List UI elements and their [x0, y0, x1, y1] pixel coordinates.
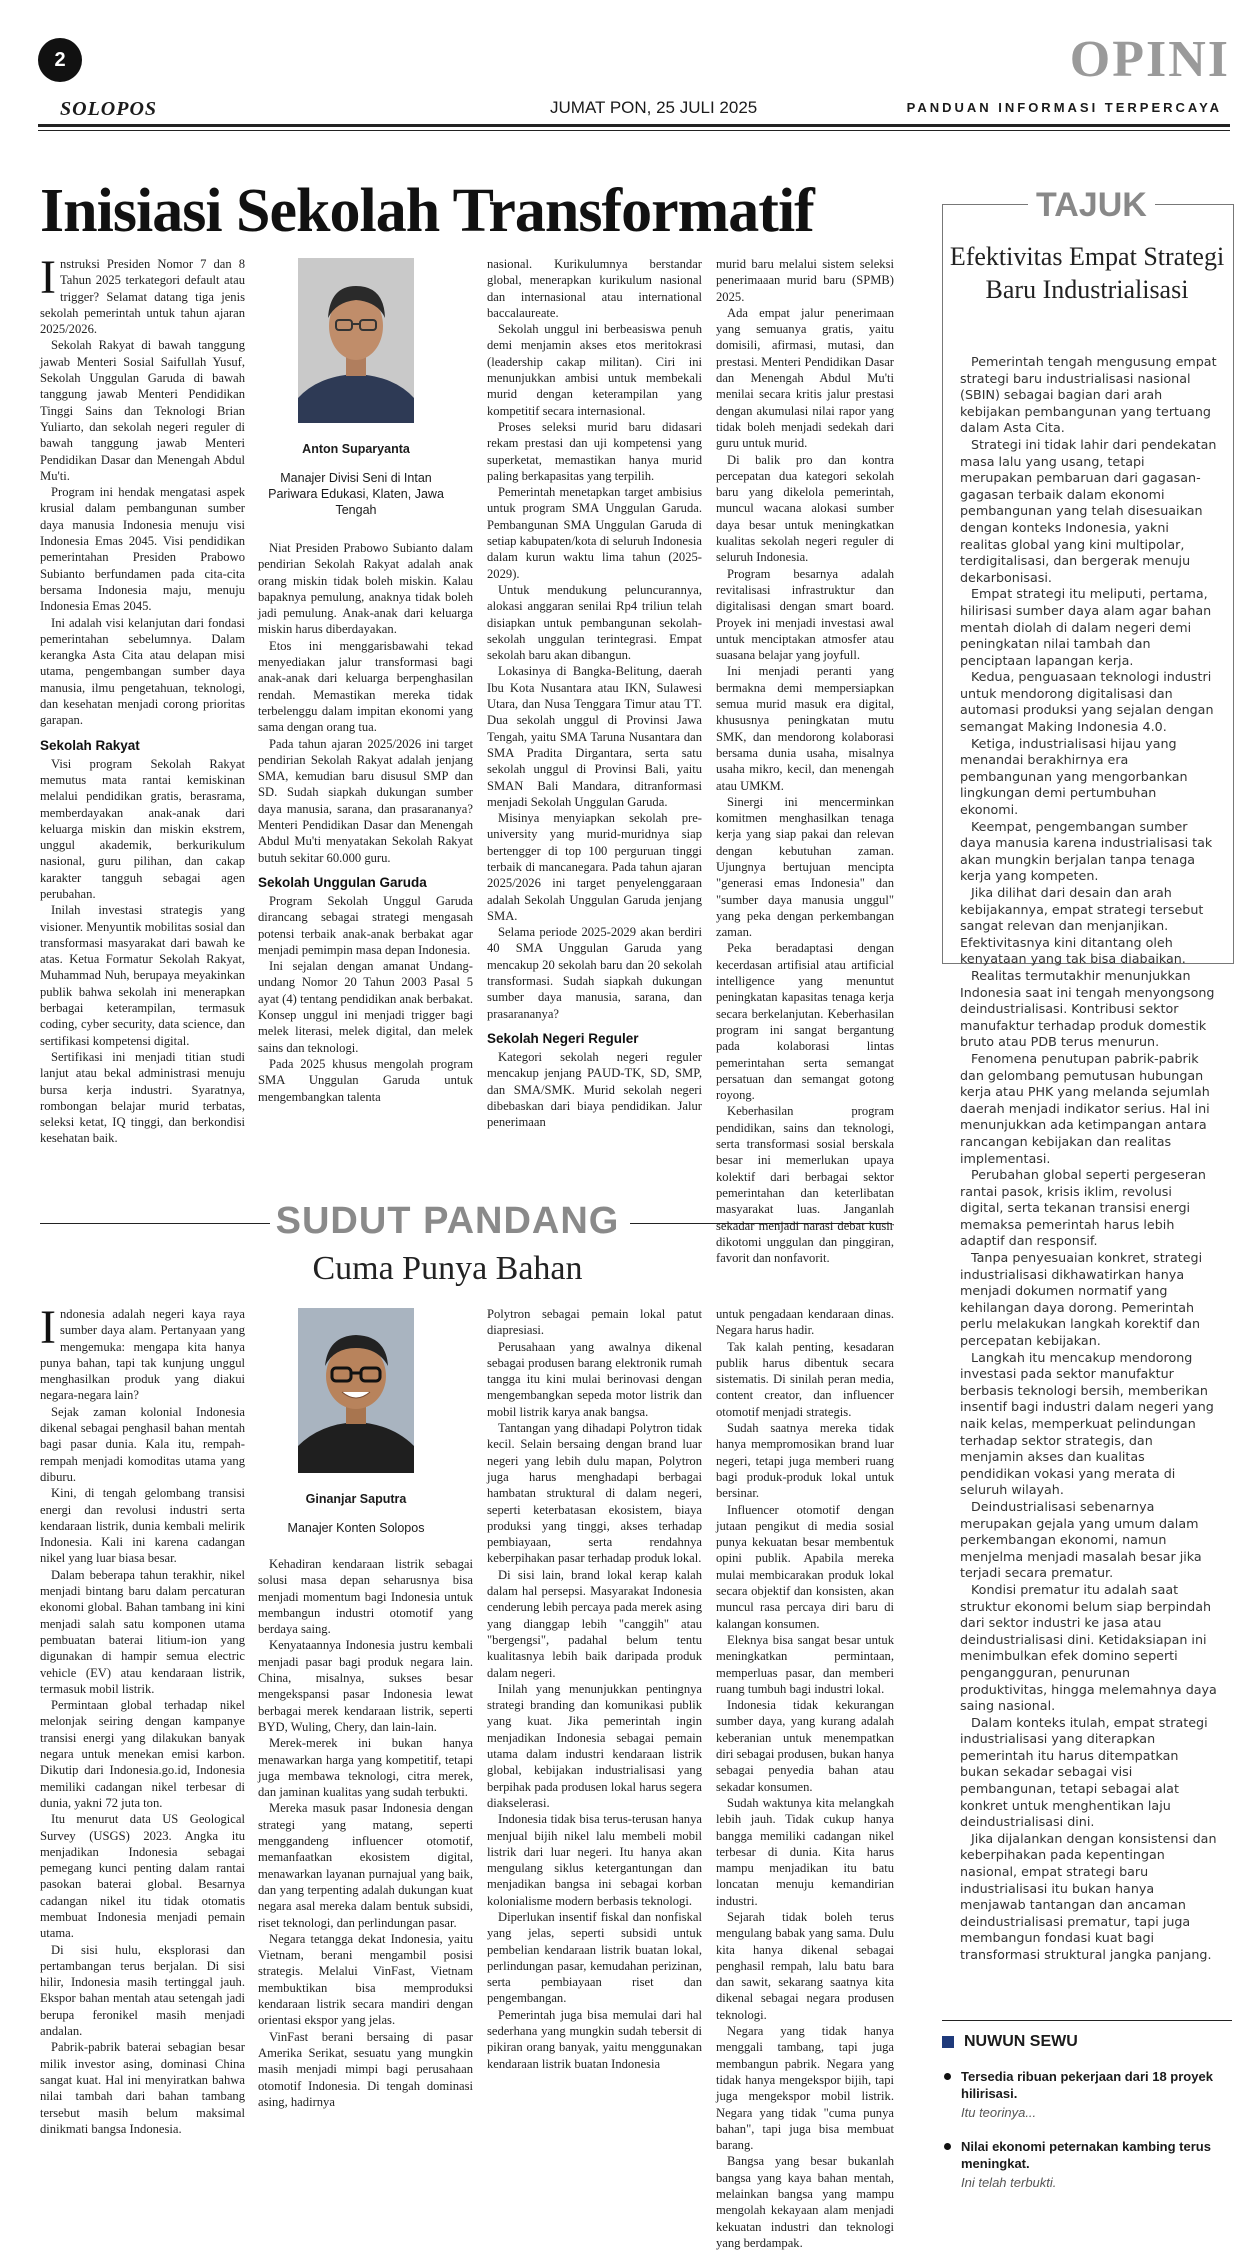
paragraph: Keberhasilan program pendidikan, sains dan teknologi, serta transformasi sosial berskala besar ini memerlukan upaya kolektif dari berbagai sektor pemerintahan dan keterlibatan masyarakat luas. Janganlah sekadar menjadi narasi debat kusir dikotomi unggulan dan pinggiran, favorit dan nonfavorit.	[716, 1104, 894, 1266]
paragraph: Permintaan global terhadap nikel melonjak seiring dengan kampanye transisi energi yang dilakukan banyak negara untuk menekan emisi karbon. Dikutip dari Indonesia.go.id, Indonesia memiliki cadangan nikel terbesar di dunia, yakni 72 juta ton.	[40, 1698, 245, 1810]
subheading: Sekolah Negeri Reguler	[487, 1030, 639, 1046]
tajuk-paragraph: Strategi ini tidak lahir dari pendekatan masa lalu yang usang, tetapi merupakan pembaruan dari gagasan-gagasan terbaik dalam ekonomi pembangunan yang telah disesuaikan dengan konteks Indonesia, yakni realitas global yang kini multipolar, terdigitalisasi, dan bergerak menuju dekarbonisasi.	[960, 436, 1217, 585]
issue-date: JUMAT PON, 25 JULI 2025	[550, 98, 758, 117]
masthead-rule	[38, 124, 1230, 127]
article-column-2	[258, 540, 473, 1105]
paragraph: Itu menurut data US Geological Survey (USGS) 2023. Angka itu menjadikan Indonesia sebagai pemegang kunci penting dalam rantai pasokan baterai global. Besarnya cadangan nikel itu tidak otomatis membuat Indonesia menjadi pemain utama.	[40, 1812, 245, 1941]
sudut-column-1	[40, 1301, 245, 2137]
paragraph: Sudah saatnya mereka tidak hanya mempromosikan brand luar negeri, tetapi juga memberi ruang bagi produk-produk lokal untuk bersinar.	[716, 1421, 894, 1501]
article-headline: Inisiasi Sekolah Transformatif	[40, 177, 814, 245]
sudut-pandang-label: SUDUT PANDANG	[275, 1200, 620, 1242]
bullet-icon	[944, 2073, 951, 2080]
sudut-pandang-title: Cuma Punya Bahan	[312, 1250, 583, 1287]
columnist-name: Ginanjar Saputra	[305, 1492, 407, 1506]
paragraph: Pada 2025 khusus mengolah program SMA Unggulan Garuda untuk mengembangkan talenta	[258, 1056, 473, 1104]
author-name: Anton Suparyanta	[302, 442, 410, 456]
columnist-role: Manajer Konten Solopos	[287, 1521, 425, 1535]
paragraph: Inilah yang menunjukkan pentingnya strategi branding dan komunikasi publik yang kuat. Jika pemerintah ingin menjadikan Indonesia sebagai pemain utama dalam industri kendaraan listrik global, kebijakan industrialisasi yang berpihak pada produsen lokal harus segera diakselerasi.	[487, 1681, 702, 1810]
paragraph: Program ini hendak mengatasi aspek krusial dalam pembangunan sumber daya manusia Indonesia menuju visi Indonesia Emas 2045. Visi pendidikan pemerintahan Presiden Prabowo Subianto berfundamen pada cita-cita bersama Indonesia maju, menuju Indonesia Emas 2045.	[40, 485, 245, 614]
nuwun-item-reply: Itu teorinya...	[961, 2105, 1037, 2120]
lead-paragraph	[40, 251, 245, 337]
tajuk-paragraph: Keempat, pengembangan sumber daya manusia karena industrialisasi tak akan mungkin berjalan tanpa tenaga kerja yang kompeten.	[960, 818, 1213, 884]
paragraph: Ada empat jalur penerimaan yang semuanya gratis, yaitu domisili, afirmasi, mutasi, dan prestasi. Menteri Pendidikan Dasar dan Menengah Abdul Mu'ti menilai secara kritis jalur prestasi dengan akumulasi nilai rapor yang tidak boleh menjadi sedekah dari guru untuk murid.	[716, 305, 894, 451]
lead-text: nstruksi Presiden Nomor 7 dan 8 Tahun 2025 terkategori default atau trigger? Selamat datang tiga jenis sekolah pemerintah untuk tahun ajaran 2025/2026.	[40, 257, 245, 337]
article-column-3	[487, 256, 702, 1130]
masthead-rule-thin	[38, 130, 1230, 131]
paragraph: Kategori sekolah negeri reguler mencakup jenjang PAUD-TK, SD, SMP, dan SMA/SMK. Murid sekolah negeri dibebaskan dari biaya pendidikan. Jalur penerimaan	[487, 1049, 702, 1130]
sudut-column-4	[716, 1306, 894, 2251]
paragraph: Tak kalah penting, kesadaran publik harus dibentuk secara sistematis. Di sinilah peran media, content creator, dan influencer otomotif menjadi strategis.	[716, 1339, 894, 1419]
tajuk-body	[960, 354, 1218, 1964]
paragraph: Pada tahun ajaran 2025/2026 ini target pendirian Sekolah Rakyat adalah jenjang SMA, kemudian baru disusul SMP dan SD. Sudah siapkah dukungan sumber daya manusia, sarana, dan prasarananya? Menteri Pendidikan Dasar dan Menengah Abdul Mu'ti menyatakan Sekolah Rakyat butuh sekitar 60.000 guru.	[258, 736, 473, 865]
paragraph: Sejak zaman kolonial Indonesia dikenal sebagai penghasil bahan mentah bagi pasar dunia. Kala itu, rempah-rempah menjadi komoditas utama yang diburu.	[40, 1404, 245, 1484]
paragraph: Indonesia tidak kekurangan sumber daya, yang kurang adalah keberanian untuk menempatkan diri sebagai produsen, bukan hanya sebagai penyedia bahan atau sekadar konsumen.	[716, 1698, 895, 1794]
drop-cap: I	[40, 1301, 56, 1354]
paragraph: Pabrik-pabrik baterai sebagian besar milik investor asing, dominasi China sangat kuat. Hal ini menyiratkan bahwa nilai tambah dari bahan tambang tersebut masih belum maksimal dinikmati bangsa Indonesia.	[40, 2040, 245, 2136]
paragraph: Diperlukan insentif fiskal dan nonfiskal yang jelas, seperti subsidi untuk pembelian kendaraan listrik buatan lokal, perlindungan pasar, kemudahan perizinan, serta pembiayaan riset dan pengembangan.	[487, 1909, 702, 2006]
tajuk-paragraph: Empat strategi itu meliputi, pertama, hilirisasi sumber daya alam agar bahan mentah diolah di dalam negeri demi peningkatan nilai tambah dan penciptaan lapangan kerja.	[960, 586, 1212, 668]
article-column-1	[40, 251, 245, 1147]
paragraph: Pemerintah juga bisa memulai dari hal sederhana yang mungkin sudah tebersit di pikiran orang banyak, yaitu menggunakan kendaraan listrik buatan Indonesia	[487, 2007, 702, 2071]
tajuk-paragraph: Realitas termutakhir menunjukkan Indonesia saat ini tengah menyongsong deindustrialisasi. Kontribusi sektor manufaktur terhadap produk domestik bruto atau PDB terus menurun.	[960, 967, 1215, 1050]
section-title: OPINI	[1069, 31, 1230, 88]
article-column-4	[716, 256, 894, 1266]
tajuk-label: TAJUK	[1028, 186, 1155, 225]
paragraph: Proses seleksi murid baru didasari rekam prestasi dan uji kompetensi yang superketat, memastikan hanya murid paling berkapasitas yang terpilih.	[487, 419, 702, 483]
tajuk-paragraph: Kondisi prematur itu adalah saat struktur ekonomi belum siap berpindah dari sektor industri ke jasa atau deindustrialisasi dini. Ketidaksiapan ini menimbulkan efek domino seperti pengangguran, penurunan produktivitas, hingga melemahnya daya saing nasional.	[960, 1581, 1217, 1714]
paragraph: Etos ini menggarisbawahi tekad menyediakan jalur transformasi bagi anak-anak dari keluarga berpenghasilan rendah. Memastikan mereka tidak terbelenggu dalam impitan ekonomi yang sama dengan orang tua.	[258, 638, 473, 735]
sudut-column-2	[258, 1556, 473, 2110]
paragraph: Program besarnya adalah revitalisasi infrastruktur dan digitalisasi dengan smart board. Proyek ini menjadi investasi awal untuk menciptakan atmosfer atau suasana belajar yang joyfull.	[716, 566, 894, 663]
tajuk-paragraph: Fenomena penutupan pabrik-pabrik dan gelombang pemutusan hubungan kerja atau PHK yang melanda sejumlah daerah menjadi indikator serius. Hal ini menunjukkan ada ketimpangan antara rancangan kebijakan dan realitas implementasi.	[960, 1050, 1210, 1166]
nuwun-rule	[942, 2020, 1232, 2021]
nuwun-sewu-heading	[942, 2033, 1078, 2051]
paragraph: Di balik pro dan kontra percepatan dua kategori sekolah baru yang dikelola pemerintah, muncul wacana alokasi sumber daya besar untuk meningkatkan kualitas sekolah negeri reguler di seluruh Indonesia.	[716, 452, 894, 565]
paragraph: Kini, di tengah gelombang transisi energi dan revolusi industri serta kendaraan listrik, dunia kembali melirik Indonesia. Kali ini karena cadangan nikel yang luar biasa besar.	[40, 1486, 245, 1566]
paragraph: VinFast berani bersaing di pasar Amerika Serikat, sesuatu yang mungkin masih menjadi mimpi bagi perusahaan otomotif Indonesia. Di tengah dominasi asing, hadirnya	[258, 2029, 473, 2109]
paragraph: Sertifikasi ini menjadi titian studi lanjut atau bekal administrasi menuju bursa kerja industri. Syaratnya, rombongan belajar murid terbatas, seleksi ketat, IQ tinggi, dan berkondisi kesehatan baik.	[40, 1049, 245, 1146]
paragraph: Inilah investasi strategis yang visioner. Menyuntik mobilitas sosial dan transformasi masyarakat dari bawah ke atas. Ketua Formatur Sekolah Rakyat, Muhammad Nuh, berupaya meyakinkan publik bahwa sekolah ini menerapkan berbagai keterampilan, termasuk coding, cyber security, data science, dan sertifikasi kompetensi digital.	[40, 903, 245, 1048]
paragraph: Negara tetangga dekat Indonesia, yaitu Vietnam, berani mengambil posisi strategis. Melalui VinFast, Vietnam membuktikan bisa memproduksi kendaraan listrik secara mandiri dengan orientasi ekspor yang jelas.	[258, 1931, 473, 2028]
author-portrait-icon	[298, 258, 414, 423]
tajuk-paragraph: Perubahan global seperti pergeseran rantai pasok, krisis iklim, revolusi digital, serta tekanan transisi energi memaksa pemerintah harus lebih adaptif dan responsif.	[960, 1167, 1206, 1249]
paragraph: Sekolah Rakyat di bawah tanggung jawab Menteri Sosial Saifullah Yusuf, Sekolah Unggulan Garuda di bawah tanggung jawab Menteri Pendidikan Tinggi Sains dan Teknologi Brian Yuliarto, dan sekolah negeri reguler di bawah tanggung jawab Menteri Pendidikan Dasar dan Menengah Abdul Mu'ti.	[40, 338, 245, 483]
tajuk-paragraph: Dalam konteks itulah, empat strategi industrialisasi yang diterapkan pemerintah itu harus ditempatkan bukan sekadar sebagai visi pembangunan, tetapi sebagai alat konkret untuk menghentikan laju deindustrialisasi dini.	[960, 1714, 1208, 1830]
newspaper-logo[interactable]: SOLOPOS	[60, 98, 158, 120]
paragraph: Pemerintah menetapkan target ambisius untuk program SMA Unggulan Garuda. Pembangunan SMA Unggulan Garuda di setiap kabupaten/kota di seluruh Indonesia dalam kurun waktu lima tahun (2025-2029).	[487, 485, 702, 581]
tajuk-title: Efektivitas Empat Strategi Baru Industrialisasi	[949, 242, 1225, 304]
paragraph: Mereka masuk pasar Indonesia dengan strategi yang matang, seperti menggandeng influencer otomotif, memanfaatkan ekosistem digital, menawarkan layanan purnajual yang baik, dan yang terpenting adalah dukungan kuat negara asal mereka dalam bentuk subsidi, riset teknologi, dan perlindungan pasar.	[258, 1801, 473, 1930]
author-role: Manajer Divisi Seni di Intan Pariwara Edukasi, Klaten, Jawa Tengah	[268, 471, 444, 517]
paragraph: Ini menjadi peranti yang bermakna demi mempersiapkan semua murid masuk era digital, khususnya peningkatan mutu SMK, dan mendorong kolaborasi bersama dunia usaha, misalnya usaha mikro, kecil, dan menengah atau UMKM.	[716, 664, 894, 793]
paragraph: Polytron sebagai pemain lokal patut diapresiasi.	[487, 1307, 702, 1338]
paragraph: Niat Presiden Prabowo Subianto dalam pendirian Sekolah Rakyat adalah anak orang miskin tidak boleh miskin. Kalau bapaknya pemulung, anaknya tidak boleh jadi pemulung. Anak-anak dari keluarga miskin harus diberdayakan.	[258, 541, 473, 637]
paragraph: Sekolah unggul ini berbeasiswa penuh demi menjamin akses etos meritokrasi (leadership cakap militan). Ciri ini menunjukkan ambisi untuk membekali murid dengan keterampilan yang kompetitif secara internasional.	[487, 322, 702, 418]
tajuk-paragraph: Ketiga, industrialisasi hijau yang menandai berakhirnya era pembangunan yang mengorbankan lingkungan demi pertumbuhan ekonomi.	[960, 735, 1188, 818]
paragraph: Lokasinya di Bangka-Belitung, daerah Ibu Kota Nusantara atau IKN, Sulawesi Utara, dan Nusa Tenggara Timur atau TT. Dua sekolah unggul di Provinsi Jawa Tengah, yaitu SMA Taruna Nusantara dan SMA Pradita Dirgantara, serta satu sekolah unggul di Provinsi Bali, yaitu SMAN Bali Mandara, ditranformasi menjadi Sekolah Unggulan Garuda.	[487, 664, 702, 809]
paragraph: Bangsa yang besar bukanlah bangsa yang kaya bahan mentah, melainkan bangsa yang mampu mengolah kekayaan alam menjadi kekuatan industri dan teknologi yang berdampak.	[716, 2154, 894, 2250]
page-number: 2	[38, 38, 82, 82]
tajuk-paragraph: Kedua, penguasaan teknologi industri untuk mendorong digitalisasi dan automasi produksi yang sejalan dengan semangat Making Indonesia 4.0.	[960, 669, 1214, 735]
paragraph: Kehadiran kendaraan listrik sebagai solusi masa depan seharusnya bisa menjadi momentum bagi Indonesia untuk membangun industri otomotif yang berdaya saing.	[258, 1557, 473, 1637]
paragraph: Peka beradaptasi dengan kecerdasan artifisial atau artificial intelligence yang menuntut peningkatan kapasitas tenaga kerja secara berkelanjutan. Keberhasilan program ini sangat bergantung pada kolaborasi lintas pemerintahan serta semangat persatuan dan semangat gotong royong.	[716, 941, 894, 1103]
nuwun-item	[942, 2068, 1232, 2120]
paragraph: Kenyataannya Indonesia justru kembali menjadi pasar bagi produk negara lain. China, misalnya, sukses besar mengekspansi pasar Indonesia lewat berbagai merek kendaraan listrik, seperti BYD, Wuling, Chery, dan lain-lain.	[258, 1638, 473, 1734]
bullet-icon	[944, 2143, 951, 2150]
paragraph: Program Sekolah Unggul Garuda dirancang sebagai strategi mengasah potensi terbaik anak-anak berbakat agar menjadi pemimpin masa depan Indonesia.	[258, 893, 473, 957]
nuwun-sewu-label: NUWUN SEWU	[964, 2033, 1078, 2050]
paragraph: Visi program Sekolah Rakyat memutus mata rantai kemiskinan melalui pendidikan gratis, berasrama, memberdayakan anak-anak dari keluarga miskin dan miskin ekstrem, unggul akademik, berkurikulum nasional, guru pilihan, dan cakap karakter tangguh sebagai agen perubahan.	[40, 756, 245, 901]
paragraph: Di sisi hulu, eksplorasi dan pertambangan terus berjalan. Di sisi hilir, Indonesia masih tertinggal jauh. Ekspor bahan mentah atau setengah jadi berupa feronikel masih menjadi andalan.	[40, 1942, 245, 2039]
paragraph: Sudah waktunya kita melangkah lebih jauh. Tidak cukup hanya bangga memiliki cadangan nikel terbesar di dunia. Kita harus mampu menjadikan itu batu loncatan menuju kemandirian industri.	[716, 1795, 894, 1908]
tagline: PANDUAN INFORMASI TERPERCAYA	[906, 100, 1222, 115]
paragraph: nasional. Kurikulumnya berstandar global, menerapkan kurikulum nasional dan internasional atau international baccalaureate.	[487, 257, 702, 320]
lead-text: ndonesia adalah negeri kaya raya sumber daya alam. Pertanyaan yang mengemuka: mengapa kita hanya punya bahan, tapi tak kunjung unggul menghasilkan produk yang diakui negara-negara lain?	[40, 1307, 245, 1403]
paragraph: untuk pengadaan kendaraan dinas. Negara harus hadir.	[716, 1307, 894, 1338]
paragraph: Ini sejalan dengan amanat Undang-undang Nomor 20 Tahun 2003 Pasal 5 ayat (4) tentang pendidikan anak berbakat. Konsep unggul ini menjadi trigger bagi melek literasi, melek digital, dan melek sains dan teknologi.	[258, 959, 473, 1055]
tajuk-paragraph: Deindustrialisasi sebenarnya merupakan gejala yang umum dalam perkembangan ekonomi, namun menjelma menjadi masalah besar jika terjadi secara prematur.	[960, 1498, 1202, 1581]
tajuk-paragraph: Tanpa penyesuaian konkret, strategi industrialisasi dikhawatirkan hanya menjadi dokumen normatif yang kehilangan daya dorong. Pemerintah perlu melakukan langkah korektif dan percepatan kebijakan.	[960, 1250, 1203, 1349]
paragraph: Tantangan yang dihadapi Polytron tidak kecil. Selain bersaing dengan brand luar negeri yang lebih dulu mapan, Polytron juga harus menghadapi berbagai hambatan struktural di dalam negeri, seperti keterbatasan ekosistem, biaya produksi yang tinggi, akses terhadap pembiayaan, serta rendahnya keberpihakan pasar terhadap produk lokal.	[487, 1421, 702, 1566]
paragraph: Merek-merek ini bukan hanya menawarkan harga yang kompetitif, tetapi juga membawa teknologi, citra merek, dan jaminan kualitas yang sudah terbukti.	[258, 1736, 473, 1800]
paragraph: Misinya menyiapkan sekolah pre-university yang murid-muridnya siap bertengger di top 100 perguruan tinggi terbaik di mancanegara. Pada tahun ajaran 2025/2026 ini target penyelenggaraan adalah Sekolah Unggulan Garuda jenjang SMA.	[487, 811, 702, 923]
subheading: Sekolah Unggulan Garuda	[258, 874, 427, 890]
tajuk-paragraph: Pemerintah tengah mengusung empat strategi baru industrialisasi nasional (SBIN) sebagai bagian dari arah kebijakan pembangunan yang tertuang dalam Asta Cita.	[960, 354, 1217, 436]
subheading: Sekolah Rakyat	[40, 737, 140, 753]
columnist-portrait-icon	[298, 1308, 414, 1473]
paragraph: Selama periode 2025-2029 akan berdiri 40 SMA Unggulan Garuda yang mencakup 20 sekolah baru dan 20 sekolah transformasi. Sudah siapkah dukungan sumber daya manusia, sarana, dan prasarananya?	[487, 925, 702, 1021]
square-bullet-icon	[942, 2036, 954, 2048]
paragraph: Untuk mendukung peluncurannya, alokasi anggaran senilai Rp4 triliun telah disiapkan untuk pembangunan sekolah-sekolah unggulan terintegrasi. Empat sekolah baru akan dibangun.	[487, 582, 702, 663]
paragraph: Eleknya bisa sangat besar untuk meningkatkan permintaan, memperluas pasar, dan memberi ruang tumbuh bagi industri lokal.	[716, 1632, 894, 1696]
paragraph: Dalam beberapa tahun terakhir, nikel menjadi bintang baru dalam percaturan ekonomi global. Bahan tambang ini kini menjadi salah satu komponen utama pembuatan baterai litium-ion yang digunakan di hampir semua electric vehicle (EV) atau kendaraan listrik, termasuk mobil listrik.	[40, 1567, 245, 1696]
nuwun-item-reply: Ini telah terbukti.	[961, 2175, 1057, 2190]
nuwun-item	[942, 2138, 1232, 2190]
nuwun-item-text: Tersedia ribuan pekerjaan dari 18 proyek hilirisasi.	[961, 2069, 1213, 2101]
paragraph: Di sisi lain, brand lokal kerap kalah dalam hal persepsi. Masyarakat Indonesia cenderung lebih percaya pada merek asing yang dianggap lebih "canggih" atau "bergengsi", padahal belum tentu kualitasnya lebih baik daripada produk dalam negeri.	[487, 1567, 702, 1680]
paragraph: murid baru melalui sistem seleksi penerimaaan murid baru (SPMB) 2025.	[716, 257, 894, 304]
nuwun-item-text: Nilai ekonomi peternakan kambing terus meningkat.	[961, 2139, 1211, 2171]
paragraph: Negara yang tidak hanya menggali tambang, tapi juga membangun pabrik. Negara yang tidak hanya mengekspor bijih, tapi juga mengekspor mobil listrik. Negara yang tidak "cuma punya bahan", tapi juga bisa membuat barang.	[716, 2024, 894, 2153]
paragraph: Sinergi ini mencerminkan komitmen menghasilkan tenaga kerja yang siap pakai dan relevan dengan kebutuhan zaman. Ujungnya bertujuan mencipta "generasi emas Indonesia" dan "sumber daya manusia unggul" yang peka dengan perkembangan zaman.	[716, 794, 894, 940]
paragraph: Ini adalah visi kelanjutan dari fondasi pemerintahan sebelumnya. Dalam kerangka Asta Cita atau delapan misi utama, pengembangan sumber daya manusia, ilmu pengetahuan, teknologi, dan kesehatan menjadi corong prioritas garapan.	[40, 615, 245, 728]
author-photo	[298, 258, 414, 423]
columnist-photo	[298, 1308, 414, 1473]
paragraph: Perusahaan yang awalnya dikenal sebagai produsen barang elektronik rumah tangga itu kini mulai berinovasi dengan mengembangkan sepeda motor listrik dan mobil listrik karya anak bangsa.	[487, 1339, 702, 1419]
tajuk-paragraph: Jika dijalankan dengan konsistensi dan keberpihakan pada kepentingan nasional, empat strategi baru industrialisasi itu bukan hanya menjawab tantangan dan ancaman deindustrialisasi prematur, tapi juga membangun fondasi kuat bagi transformasi struktural jangka panjang.	[960, 1830, 1217, 1962]
lead-paragraph	[40, 1301, 245, 1404]
sudut-column-3	[487, 1306, 702, 2072]
paragraph: Influencer otomotif dengan jutaan pengikut di media sosial punya kekuatan besar membentuk opini publik. Apabila mereka mulai membicarakan produk lokal secara objektif dan konsisten, akan muncul rasa percaya diri baru di kalangan konsumen.	[716, 1502, 894, 1631]
tajuk-paragraph: Jika dilihat dari desain dan arah kebijakannya, empat strategi tersebut sangat relevan dan menjanjikan. Efektivitasnya kini ditantang oleh kenyataan yang tak bisa diabaikan.	[960, 885, 1204, 967]
paragraph: Indonesia tidak bisa terus-terusan hanya menjual bijih nikel lalu membeli mobil listrik dari luar negeri. Itu hanya akan mengulang siklus ketergantungan dan menjadikan bangsa ini sebagai korban kolonialisme modern berbasis teknologi.	[487, 1812, 702, 1908]
drop-cap: I	[40, 251, 56, 304]
tajuk-paragraph: Langkah itu mencakup mendorong investasi pada sektor manufaktur berbasis teknologi bersih, memberikan insentif bagi industri dalam negeri yang naik kelas, memperkuat pelindungan terhadap sektor strategis, dan menjamin akses dan kualitas pendidikan vokasi yang merata di seluruh wilayah.	[960, 1349, 1214, 1498]
paragraph: Sejarah tidak boleh terus mengulang babak yang sama. Dulu kita hanya dikenal sebagai penghasil rempah, lalu batu bara dan sawit, sekarang saatnya kita dikenal sebagai negara produsen teknologi.	[716, 1909, 894, 2022]
